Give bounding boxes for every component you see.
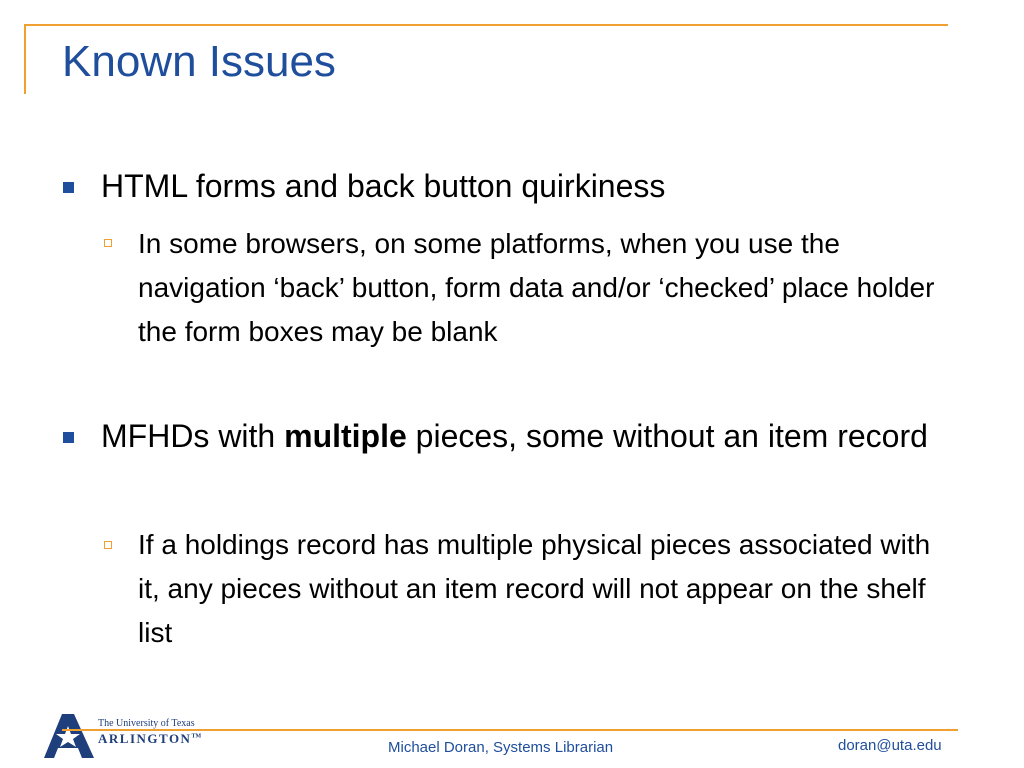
bullet-2-text-bold: multiple (284, 418, 407, 454)
footer-email: doran@uta.edu (838, 737, 942, 754)
logo-trademark: TM (191, 733, 202, 740)
bullet-2-sub-1-text: If a holdings record has multiple physical pieces associated with it, any pieces without an item record will not appear on the shelf list (138, 529, 931, 648)
footer-divider (62, 729, 958, 731)
slide-title: Known Issues (62, 37, 336, 86)
sub-bullet-square-icon (104, 541, 112, 549)
left-border-line (24, 24, 26, 94)
logo-line-2 (98, 731, 201, 747)
bullet-2-text-after: pieces, some without an item record (406, 418, 928, 454)
bullet-square-icon (63, 432, 74, 443)
sub-bullet-square-icon (104, 239, 112, 247)
bullet-2-text-before: MFHDs with (101, 418, 285, 454)
top-border-line (26, 24, 948, 26)
uta-a-star-icon (44, 712, 98, 760)
university-logo (44, 712, 204, 760)
logo-line-1: The University of Texas (98, 718, 195, 729)
bullet-square-icon (63, 182, 74, 193)
bullet-1-text: HTML forms and back button quirkiness (101, 168, 666, 204)
bullet-2-text (101, 414, 951, 458)
bullet-1-sub-1-text: In some browsers, on some platforms, when you use the navigation ‘back’ button, form data and/or ‘checked’ place holder the form boxes may be blank (138, 228, 935, 347)
logo-wordmark: ARLINGTON (98, 731, 192, 746)
footer-presenter: Michael Doran, Systems Librarian (388, 739, 614, 756)
